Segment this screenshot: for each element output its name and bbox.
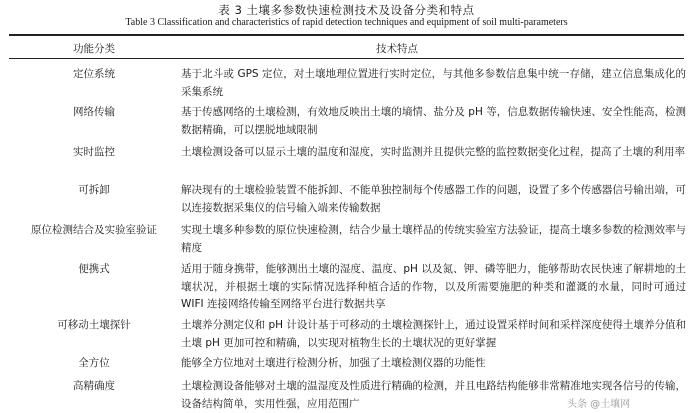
row-category: 可拆卸 — [78, 184, 110, 196]
table-title-cn: 表 3 土壤多参数快速检测技术及设备分类和特点 — [218, 3, 475, 17]
row-category: 高精确度 — [73, 380, 115, 392]
row-features: 解决现有的土壤检验装置不能拆卸、不能单独控制每个传感器工作的问题，设置了多个传感器信号输出端，可以连接数据采集仪的信号输入端来传输数据 — [181, 184, 686, 214]
row-features: 土壤养分测定仪和 pH 计设计基于可移动的土壤检测探针上，通过设置采样时间和采样深度使得土壤养分值和土壤 pH 更加可控和精确，以实现对植物生长的土壤状况的更好掌握 — [181, 319, 686, 349]
row-category: 实时监控 — [73, 146, 115, 158]
row-features: 能够全方位地对土壤进行检测分析，加强了土壤检测仪器的功能性 — [181, 357, 486, 369]
row-features: 实现土壤多种参数的原位快速检测，结合少量土壤样品的传统实验室方法验证，提高土壤多参数的检测效率与精度 — [181, 224, 686, 254]
row-features: 基于北斗或 GPS 定位，对土壤地理位置进行实时定位，与其他多参数信息集中统一存储，建立信息集成化的采集系统 — [181, 68, 686, 98]
row-category: 定位系统 — [73, 68, 115, 80]
row-category: 可移动土壤探针 — [57, 319, 131, 331]
row-category: 原位检测结合及实验室验证 — [31, 224, 157, 236]
watermark: 头条 @土壤网 — [567, 399, 631, 410]
row-features: 基于传感网络的土壤检测，有效地反映出土壤的墒情、盐分及 pH 等，信息数据传输快速、安全性能高，检测数据精确，可以摆脱地域限制 — [181, 106, 686, 136]
row-features: 土壤检测设备能够对土壤的温湿度及性质进行精确的检测，并且电路结构能够非常精准地实现各信号的传输，设备结构简单，实用性强，应用范围广 — [181, 380, 686, 410]
table-title-en: Table 3 Classification and characteristics of rapid detection techniques and equipment of soil multi-parameters — [125, 17, 568, 28]
table-top-rule — [9, 34, 684, 36]
row-features: 适用于随身携带，能够测出土壤的湿度、温度、pH 以及氮、钾、磷等肥力，能够帮助农民快速了解耕地的土壤状况，并根据土壤的实际情况选择种植合适的作物，以及所需要施肥的种类和灌溉的水量，同时可通过 WIFI 连接网络传输至网络平台进行数据共享 — [181, 263, 686, 310]
row-features: 土壤检测设备可以显示土壤的温度和湿度，实时监测并且提供完整的监控数据变化过程，提高了土壤的利用率 — [181, 146, 685, 158]
header-category: 功能分类 — [73, 43, 115, 55]
row-category: 网络传输 — [73, 106, 115, 118]
row-category: 全方位 — [78, 357, 110, 369]
row-category: 便携式 — [78, 263, 110, 275]
header-features: 技术特点 — [376, 43, 418, 55]
table-header-rule — [9, 58, 684, 59]
